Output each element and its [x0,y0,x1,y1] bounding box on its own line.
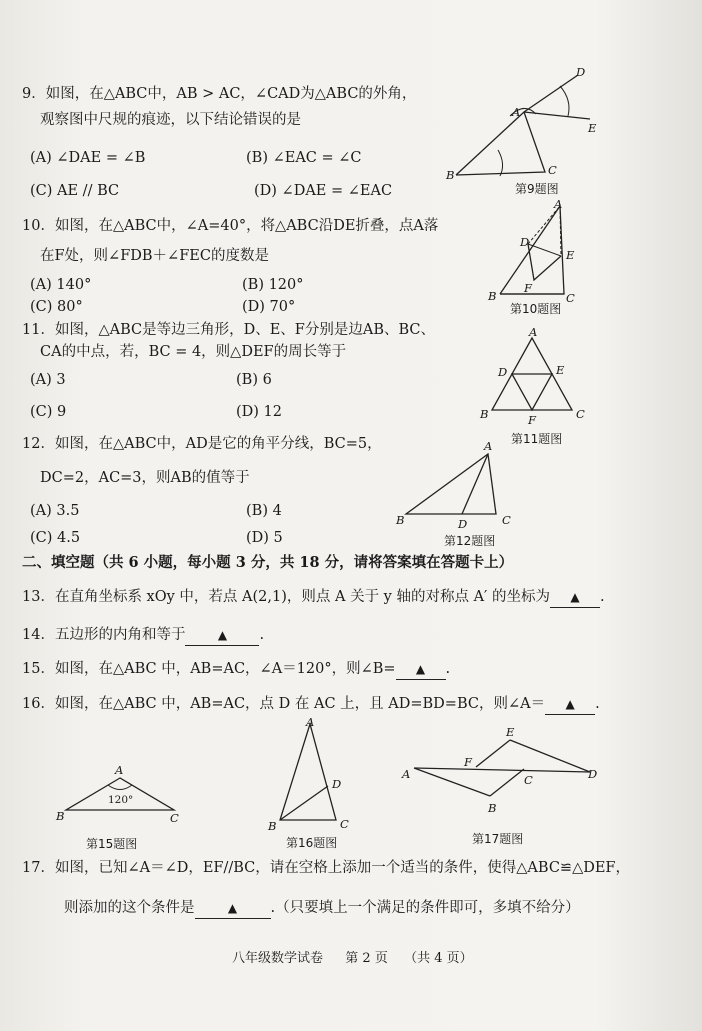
q10-option-c: (C) 80° [30,299,83,315]
q12-option-a: (A) 3.5 [30,503,80,519]
q12-label-d: D [458,517,468,531]
fig17-label-e: E [506,725,515,739]
q14 [22,625,264,646]
fig16-figure [264,716,354,834]
q11-label-b: B [480,407,489,421]
q9-label-a: A [512,105,521,119]
q11-label-a: A [529,325,538,339]
q10-figure [484,196,584,305]
q16-text: 16．如图，在△ABC 中，AB=AC，点 D 在 AC 上，且 AD=BD=BC，则∠A＝ [22,696,546,712]
q13-answer-blank: ▲ [550,587,600,608]
q9-label-c: C [548,163,557,177]
fig15-caption: 第15题图 [86,837,138,851]
footer-subject: 八年级数学试卷 [232,951,324,966]
fig15-figure [56,764,186,828]
q9-option-c: (C) AE // BC [30,183,120,199]
q12-label-b: B [396,513,405,527]
q14-answer-blank: ▲ [185,625,259,646]
q17-line2-suffix: .（只要填上一个满足的条件即可，多填不给分） [270,900,580,916]
fig17-figure [402,722,602,822]
fig15-label-a: A [115,763,124,777]
fig16-label-d: D [332,777,342,791]
q15-text: 15．如图，在△ABC 中，AB=AC，∠A＝120°，则∠B= [22,661,396,677]
q12-option-b: (B) 4 [246,503,282,519]
q12-option-d: (D) 5 [246,530,283,546]
q9-option-b: (B) ∠EAC = ∠C [246,150,362,166]
fig17-caption: 第17题图 [472,832,524,846]
q10-label-f: F [524,281,532,295]
q11-option-a: (A) 3 [30,372,66,388]
q14-text: 14．五边形的内角和等于 [22,627,186,643]
q17-line1: 17．如图，已知∠A＝∠D，EF//BC，请在空格上添加一个适当的条件，使得△ABC≌△DEF， [22,860,630,876]
q10-option-d: (D) 70° [242,299,296,315]
q10-line2: 在F处，则∠FDB＋∠FEC的度数是 [40,248,269,264]
fig16-label-c: C [340,817,349,831]
q9-line2: 观察图中尺规的痕迹，以下结论错误的是 [40,112,301,128]
q11-label-d: D [498,365,508,379]
q16 [22,694,600,715]
footer-total: （共 4 页） [404,951,473,966]
q11-option-d: (D) 12 [236,404,282,420]
section-fill-in-heading: 二、填空题（共 6 小题，每小题 3 分，共 18 分，请将答案填在答题卡上） [22,554,514,571]
q11-label-f: F [528,413,536,427]
q9-label-e: E [588,121,597,135]
fig17-label-b: B [488,801,497,815]
q11-label-c: C [576,407,585,421]
footer-page: 第 2 页 [345,951,388,966]
q12-line1: 12．如图，在△ABC中，AD是它的角平分线，BC=5， [22,436,382,452]
q12-option-c: (C) 4.5 [30,530,81,546]
q12-line2: DC=2，AC=3，则AB的值等于 [40,470,250,486]
fig15-label-c: C [170,811,179,825]
q10-option-b: (B) 120° [242,277,304,293]
q13-end: . [599,589,605,605]
q9-option-a: (A) ∠DAE = ∠B [30,150,146,166]
fig17-label-f: F [464,755,472,769]
fig16-label-b: B [268,819,277,833]
q12-label-a: A [484,439,493,453]
q13-text: 13．在直角坐标系 xOy 中，若点 A(2,1)，则点 A 关于 y 轴的对称点 A′ 的坐标为 [22,589,550,605]
fig17-label-d: D [588,767,598,781]
q10-option-a: (A) 140° [30,277,92,293]
q9-label-b: B [446,168,455,182]
q16-end: . [595,696,600,712]
fig16-caption: 第16题图 [286,836,338,850]
q9-option-d: (D) ∠DAE = ∠EAC [254,183,393,199]
q11-line1: 11．如图，△ABC是等边三角形，D、E、F分别是边AB、BC、 [22,322,436,338]
q10-line1: 10．如图，在△ABC中，∠A=40°，将△ABC沿DE折叠，点A落 [22,218,439,234]
q10-label-c: C [566,291,575,305]
fig15-angle-label: 120° [108,794,134,806]
q17-line2 [64,898,580,919]
fig15-label-b: B [56,809,65,823]
q12-caption: 第12题图 [444,534,496,548]
q9-caption: 第9题图 [515,182,559,196]
q10-label-d: D [520,235,530,249]
footer [232,947,473,966]
q11-caption: 第11题图 [511,432,563,446]
q15-answer-blank: ▲ [396,659,446,680]
q12-label-c: C [502,513,511,527]
q12-figure [396,440,526,532]
q15 [22,659,450,680]
fig17-label-c: C [524,773,533,787]
q15-end: . [445,661,451,677]
q11-option-c: (C) 9 [30,404,67,420]
q10-label-a: A [554,197,563,211]
q11-option-b: (B) 6 [236,372,272,388]
q9-label-d: D [576,65,586,79]
q16-answer-blank: ▲ [545,694,595,715]
q17-line2-prefix: 则添加的这个条件是 [64,900,195,916]
q10-label-b: B [488,289,497,303]
q10-caption: 第10题图 [510,302,562,316]
q14-end: . [259,627,265,643]
fig16-label-a: A [306,715,315,729]
fig17-label-a: A [402,767,411,781]
q9-figure [440,64,610,184]
q13 [22,587,605,608]
q11-figure [480,326,586,428]
q9-line1: 9．如图，在△ABC中，AB > AC，∠CAD为△ABC的外角， [22,86,417,102]
q11-line2: CA的中点，若，BC = 4，则△DEF的周长等于 [40,344,347,360]
q17-answer-blank: ▲ [195,898,271,919]
q10-label-e: E [566,248,575,262]
q11-label-e: E [556,363,565,377]
